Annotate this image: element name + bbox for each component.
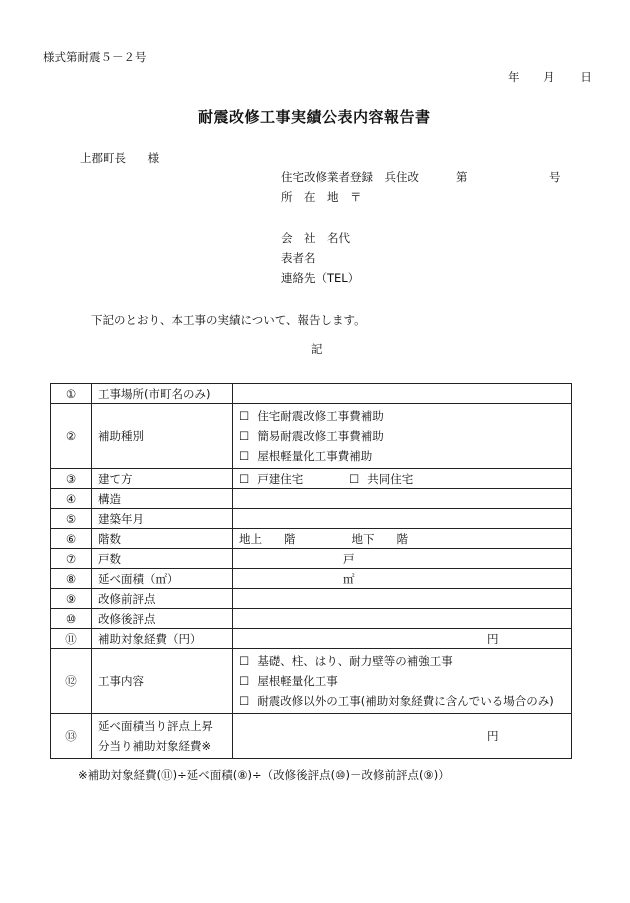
row-label: 延べ面積（㎡）: [92, 569, 233, 589]
report-table: [50, 383, 572, 759]
option-label: 共同住宅: [367, 471, 414, 486]
row-label: 補助対象経費（円）: [92, 629, 233, 649]
row-label: 改修前評点: [92, 589, 233, 609]
row-number: ⑥: [51, 529, 92, 549]
table-row: [51, 549, 572, 569]
table-row: [51, 489, 572, 509]
row-label-line1: 延べ面積当り評点上昇: [98, 719, 213, 733]
table-row: [51, 569, 572, 589]
option-roof-work[interactable]: [239, 671, 565, 691]
row-number: ⑬: [51, 714, 92, 759]
contact-label: 連絡先（TEL）: [281, 271, 360, 285]
row-label: 建築年月: [92, 509, 233, 529]
representative-label: 代: [338, 231, 350, 245]
option-reinforcement[interactable]: [239, 651, 565, 671]
row-number: ⑦: [51, 549, 92, 569]
date-day: 日: [580, 70, 592, 84]
row-number: ①: [51, 384, 92, 404]
option-roof-lightening[interactable]: [239, 446, 565, 466]
intro-text: 下記のとおり、本工事の実績について、報告します。: [91, 313, 366, 327]
built-date-field[interactable]: [233, 509, 572, 529]
work-content-options: [233, 649, 572, 714]
address-label: 所 在 地 〒: [281, 190, 362, 204]
option-label: 基礎、柱、はり、耐力壁等の補強工事: [257, 654, 453, 668]
checkbox[interactable]: ☐: [239, 409, 250, 423]
ki-mark: 記: [311, 342, 323, 356]
units-field[interactable]: [233, 549, 572, 569]
date-line: [508, 72, 592, 84]
option-label: 屋根軽量化工事費補助: [257, 449, 373, 463]
checkbox[interactable]: ☐: [239, 694, 250, 708]
row-label-line2: 分当り補助対象経費※: [98, 739, 212, 753]
table-row: [51, 384, 572, 404]
row-number: ⑧: [51, 569, 92, 589]
company-label: [281, 233, 350, 245]
table-row: [51, 589, 572, 609]
floors-below-unit: 階: [396, 531, 408, 546]
row-number: ⑤: [51, 509, 92, 529]
addressee: [80, 153, 159, 165]
floor-area-field[interactable]: [233, 569, 572, 589]
table-row: [51, 404, 572, 469]
checkbox[interactable]: ☐: [239, 449, 250, 463]
row-label: 戸数: [92, 549, 233, 569]
floors-field[interactable]: [233, 529, 572, 549]
option-collective[interactable]: [349, 471, 413, 487]
row-label: 階数: [92, 529, 233, 549]
page-title: 耐震改修工事実績公表内容報告書: [198, 108, 431, 126]
footnote: ※補助対象経費(⑪)÷延べ面積(⑧)÷（改修後評点(⑩)－改修前評点(⑨)）: [78, 768, 450, 782]
representative-full: 表者名: [281, 251, 316, 265]
table-row: [51, 714, 572, 759]
checkbox[interactable]: ☐: [239, 674, 250, 688]
row-number: ⑫: [51, 649, 92, 714]
checkbox[interactable]: ☐: [239, 654, 250, 668]
row-label: 補助種別: [92, 404, 233, 469]
form-number: 様式第耐震５－２号: [43, 50, 147, 64]
registration-label: 住宅改修業者登録 兵住改: [281, 170, 419, 184]
location-field[interactable]: [233, 384, 572, 404]
addressee-name: 上郡町長: [80, 151, 126, 165]
eligible-cost-unit: 円: [487, 631, 499, 646]
option-seismic-retrofit[interactable]: [239, 406, 565, 426]
date-year: 年: [508, 70, 520, 84]
eligible-cost-field[interactable]: [233, 629, 572, 649]
registration-no-suffix: 号: [549, 170, 561, 184]
cost-per-score-unit: 円: [487, 729, 499, 743]
row-number: ⑪: [51, 629, 92, 649]
option-label: 耐震改修以外の工事(補助対象経費に含んでいる場合のみ): [257, 694, 554, 708]
table-row: [51, 469, 572, 489]
addressee-honorific: 様: [147, 151, 160, 165]
floors-above-unit: 階: [284, 531, 296, 546]
building-type-options: [233, 469, 572, 489]
subsidy-type-options: [233, 404, 572, 469]
cost-per-score-field[interactable]: [233, 714, 572, 759]
row-label: 工事内容: [92, 649, 233, 714]
floors-below-label: 地下: [351, 531, 375, 546]
table-row: [51, 509, 572, 529]
checkbox[interactable]: ☐: [239, 471, 250, 486]
option-detached[interactable]: [239, 472, 303, 486]
row-label: [92, 714, 233, 759]
row-label: 工事場所(市町名のみ): [92, 384, 233, 404]
row-number: ④: [51, 489, 92, 509]
pre-score-field[interactable]: [233, 589, 572, 609]
option-label: 簡易耐震改修工事費補助: [257, 429, 384, 443]
date-month: 月: [543, 70, 555, 84]
row-number: ③: [51, 469, 92, 489]
structure-field[interactable]: [233, 489, 572, 509]
row-number: ⑩: [51, 609, 92, 629]
company-name-label: 会 社 名: [281, 231, 339, 245]
table-row: [51, 609, 572, 629]
row-label: 建て方: [92, 469, 233, 489]
units-unit: 戸: [343, 551, 355, 566]
option-other-work[interactable]: [239, 691, 565, 711]
table-row: [51, 529, 572, 549]
post-score-field[interactable]: [233, 609, 572, 629]
option-label: 戸建住宅: [257, 471, 304, 486]
option-simple-retrofit[interactable]: [239, 426, 565, 446]
floors-above-label: 地上: [239, 531, 262, 546]
row-label: 構造: [92, 489, 233, 509]
floor-area-unit: ㎡: [343, 571, 355, 586]
row-number: ②: [51, 404, 92, 469]
row-number: ⑨: [51, 589, 92, 609]
table-row: [51, 629, 572, 649]
table-row: [51, 649, 572, 714]
registration-no-prefix: 第: [456, 170, 468, 184]
option-label: 屋根軽量化工事: [257, 674, 338, 688]
checkbox[interactable]: ☐: [239, 429, 250, 443]
option-label: 住宅耐震改修工事費補助: [257, 409, 384, 423]
checkbox[interactable]: ☐: [348, 471, 360, 486]
row-label: 改修後評点: [92, 609, 233, 629]
